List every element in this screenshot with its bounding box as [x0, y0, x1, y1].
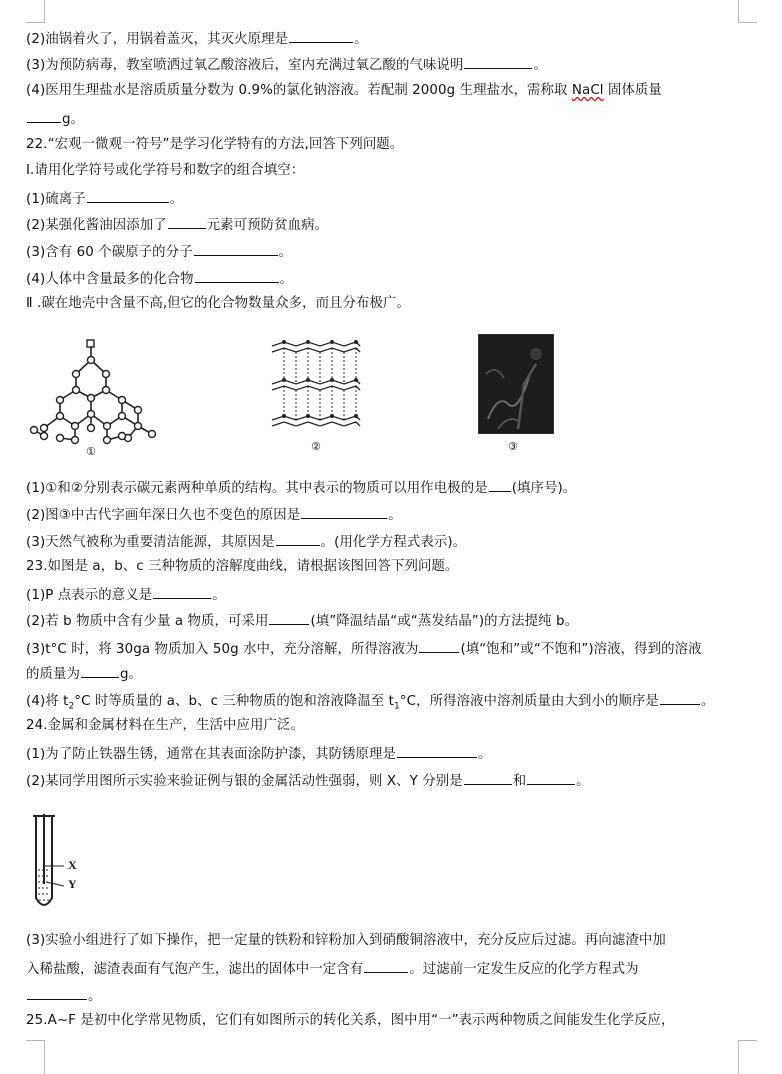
q22-part2-item-2: (2)图③中古代字画年深日久也不变色的原因是 。 [26, 505, 402, 525]
figure-label-1: ① [86, 445, 96, 458]
q24-item-2: (2)某同学用图所示实验来验证例与银的金属活动性强弱，则 X、Y 分别是 和 。 [26, 771, 590, 791]
tube-label-x: X [68, 858, 77, 872]
q24-item-3-cont2: 。 [26, 986, 102, 1006]
q22-part2-item-3: (3)天然气被称为重要清洁能源，其原因是 。(用化学方程式表示)。 [26, 532, 466, 552]
figure-label-2: ② [311, 440, 321, 453]
q21-item-3: (3)为预防病毒，教室喷洒过氧乙酸溶液后，室内充满过氧乙酸的气味说明 。 [26, 55, 547, 75]
q23-item-2: (2)若 b 物质中含有少量 a 物质，可采用 (填”降温结晶“或“蒸发结晶”)的方法提纯 b。 [26, 611, 578, 631]
q21-item-4: (4)医用生理盐水是溶质质量分数为 0.9%的氯化钠溶液。若配制 2000g 生理盐水，需称取 NaCl 固体质量 [26, 83, 662, 98]
q23-stem: 23.如图是 a，b、c 三种物质的溶解度曲线，请根据该图回答下列问题。 [26, 559, 459, 574]
answer-blank [27, 986, 87, 1000]
answer-blank [194, 242, 278, 256]
q21-item-2: (2)油锅着火了，用锅着盖灭，其灭火原理是 。 [26, 29, 368, 49]
q22-item-4: (4)人体中含量最多的化合物 。 [26, 269, 293, 289]
crop-mark-top-right [738, 0, 757, 23]
q25-stem: 25.A~F 是初中化学常见物质，它们有如图所示的转化关系，图中用“一”表示两种物质之间能发生化学反应， [26, 1013, 675, 1028]
q24-item-3: (3)实验小组进行了如下操作，把一定量的铁粉和锌粉加入到硝酸铜溶液中，充分反应后过滤。再向滤渣中加 [26, 933, 666, 948]
q23-item-1: (1)P 点表示的意义是 。 [26, 585, 226, 605]
answer-blank [269, 611, 309, 625]
crop-mark-bottom-left [26, 1040, 45, 1074]
test-tube-figure [30, 812, 90, 916]
q23-item-4: (4)将 $t_2^\circ C$ 时等质量的 a、b、c 三种物质的饱和溶液降温至 $t_1^\circ C$，所得溶液中溶剂质量由大到小的顺序是 。 [26, 691, 714, 716]
q22-part1-heading: Ⅰ.请用化学符号或化学符号和数字的组合填空： [26, 163, 305, 178]
answer-blank [289, 29, 353, 43]
answer-blank [397, 744, 477, 758]
answer-blank [276, 532, 320, 546]
answer-blank [489, 478, 511, 492]
tube-label-y: Y [68, 877, 77, 891]
answer-blank [87, 189, 169, 203]
answer-blank [364, 959, 408, 973]
q22-part2-item-1: (1)①和②分别表示碳元素两种单质的结构。其中表示的物质可以用作电极的是 (填序号)。 [26, 478, 576, 498]
answer-blank [419, 639, 459, 653]
q22-stem: 22.“宏观一微观一符号”是学习化学特有的方法,回答下列问题。 [26, 137, 404, 152]
q24-item-3-cont: 入稀盐酸，滤渣表面有气泡产生，滤出的固体中一定含有 。过滤前一定发生反应的化学方程式为 [26, 959, 639, 979]
q21-item-4-cont: g。 [26, 109, 84, 129]
answer-blank [195, 269, 279, 283]
answer-blank [464, 55, 532, 69]
q23-item-3-cont: 的质量为 g。 [26, 664, 142, 684]
answer-blank [168, 215, 206, 229]
q23-item-3: (3)t°C 时，将 30ga 物质加入 50g 水中，充分溶解，所得溶液为 (填“饱和”或“不饱和”)溶液，得到的溶液 [26, 639, 702, 659]
crop-mark-top-left [26, 0, 45, 23]
q24-item-1: (1)为了防止铁器生锈，通常在其表面涂防护漆，其防锈原理是 。 [26, 744, 492, 764]
ancient-painting-photo [478, 334, 554, 434]
answer-blank [27, 109, 61, 123]
q22-item-1: (1)硫离子 。 [26, 189, 183, 209]
graphite-structure-figure [268, 338, 364, 438]
answer-blank [301, 505, 387, 519]
q24-stem: 24.金属和金属材料在生产，生活中应用广泛。 [26, 718, 304, 733]
q22-item-3: (3)含有 60 个碳原子的分子 。 [26, 242, 292, 262]
diamond-structure-figure [28, 336, 168, 458]
answer-blank [527, 771, 575, 785]
answer-blank [81, 664, 119, 678]
figure-label-3: ③ [508, 440, 518, 453]
q22-item-2: (2)某强化酱油因添加了 元素可预防贫血病。 [26, 215, 328, 235]
answer-blank [153, 585, 211, 599]
answer-blank [660, 691, 700, 705]
crop-mark-bottom-right [738, 1040, 757, 1074]
q22-part2-heading: Ⅱ .碳在地壳中含量不高,但它的化合物数量众多，而且分布极广。 [26, 296, 411, 311]
answer-blank [464, 771, 512, 785]
